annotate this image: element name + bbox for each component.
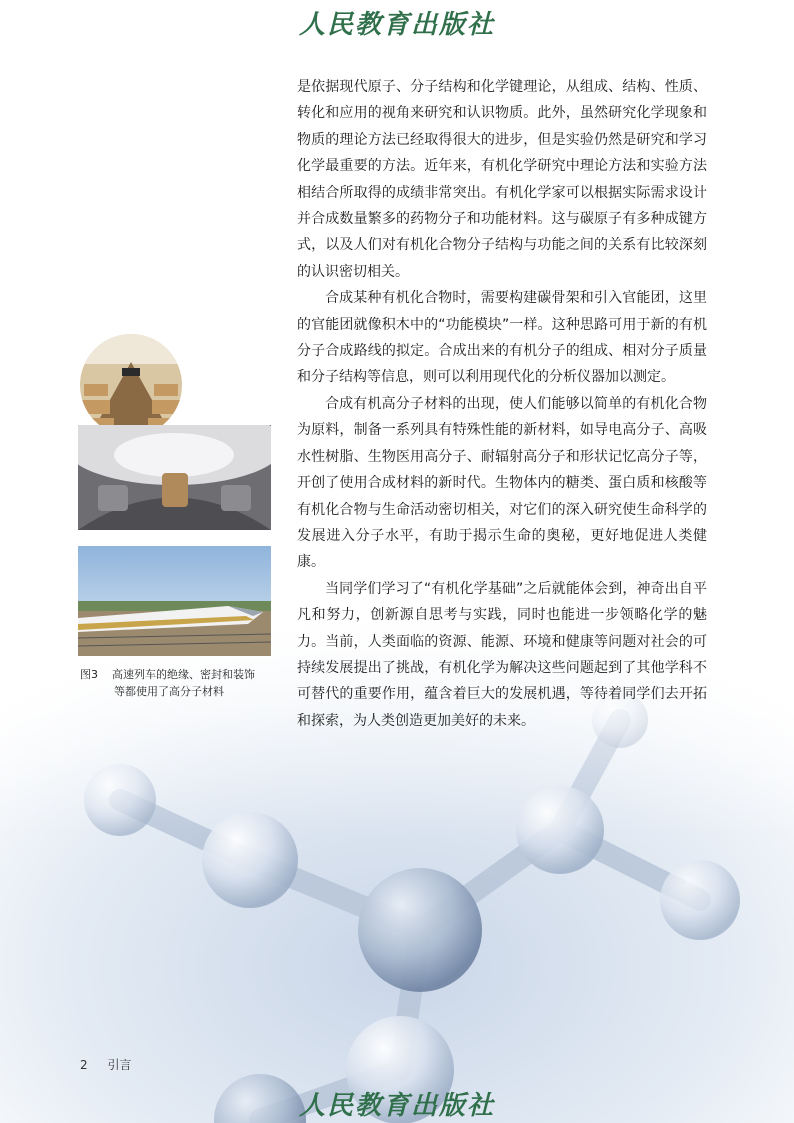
caption-line: 等都使用了高分子材料 — [114, 685, 224, 698]
paragraph: 合成有机高分子材料的出现，使人们能够以简单的有机化合物为原料，制备一系列具有特殊性能的新材料，如导电高分子、高吸水性树脂、生物医用高分子、耐辐射高分子和形状记忆高分子等，开创了使用合成材料的新时代。生物体内的糖类、蛋白质和核酸等有机化合物与生命活动密切相关，对它们的深入研究使生命科学的发展进入分子水平，有助于揭示生命的奥秘，更好地促进人类健康。 — [297, 395, 707, 571]
paragraph: 当同学们学习了“有机化学基础”之后就能体会到，神奇出自平凡和努力，创新源自思考与实践，同时也能进一步领略化学的魅力。当前，人类面临的资源、能源、环境和健康等问题对社会的可持续发展提出了挑战，有机化学为解决这些问题起到了其他学科不可替代的重要作用，蕴含着巨大的发展机遇，等待着同学们去开拓和探索，为人类创造更加美好的未来。 — [297, 580, 707, 729]
train-interior-photo — [80, 334, 182, 436]
body-text — [297, 74, 707, 734]
figure-number: 图3 — [80, 668, 98, 681]
page-number: 2 — [80, 1058, 88, 1072]
publisher-logo-top: 人民教育出版社 — [298, 10, 495, 40]
figure-caption — [80, 666, 280, 700]
publisher-logo-bottom: 人民教育出版社 — [298, 1091, 495, 1121]
train-cabin-photo — [78, 425, 271, 530]
paragraph: 合成某种有机化合物时，需要构建碳骨架和引入官能团，这里的官能团就像积木中的“功能模块”一样。这种思路可用于新的有机分子合成路线的拟定。合成出来的有机分子的组成、相对分子质量和分子结构等信息，则可以利用现代化的分析仪器加以测定。 — [297, 290, 707, 386]
paragraph: 是依据现代原子、分子结构和化学键理论，从组成、结构、性质、转化和应用的视角来研究和认识物质。此外，虽然研究化学现象和物质的理论方法已经取得很大的进步，但是实验仍然是研究和学习化学最重要的方法。近年来，有机化学研究中理论方法和实验方法相结合所取得的成绩非常突出。有机化学家可以根据实际需求设计并合成数量繁多的药物分子和功能材料。这与碳原子有多种成键方式，以及人们对有机化合物分子结构与功能之间的关系有比较深刻的认识密切相关。 — [297, 79, 707, 280]
high-speed-train-photo — [78, 546, 271, 656]
page-footer — [80, 1056, 147, 1073]
caption-line: 高速列车的绝缘、密封和装饰 — [112, 668, 255, 681]
section-name: 引言 — [107, 1058, 132, 1072]
